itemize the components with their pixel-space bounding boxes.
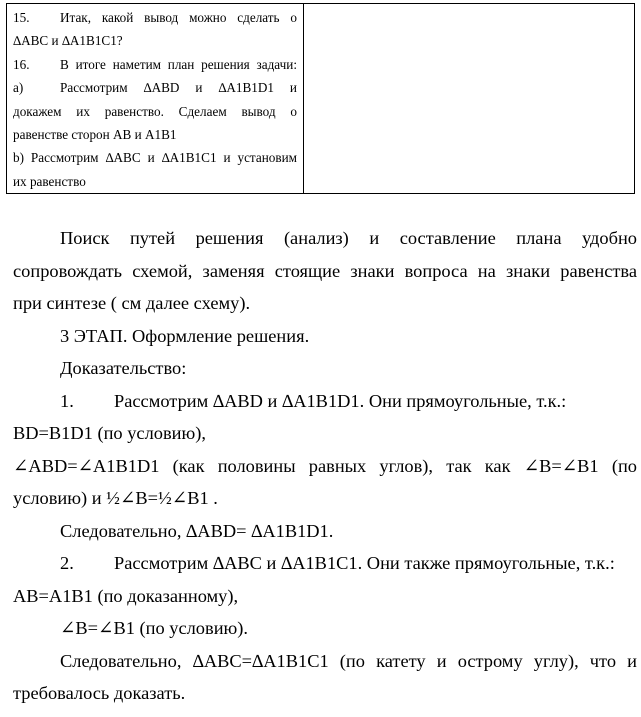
stage-heading: 3 ЭТАП. Оформление решения. — [60, 325, 310, 346]
document-body — [13, 222, 637, 710]
plan-table — [6, 3, 635, 194]
proof-line: ∠B=∠B1 (по условию). — [60, 618, 248, 638]
table-line: ∆ABC и ∆A1B1C1? — [13, 33, 123, 49]
paragraph-line: Поиск путей решения (анализ) и составление плана удобно — [60, 228, 637, 248]
plan-table-left-cell — [7, 4, 304, 194]
proof-line: BD=B1D1 (по условию), — [13, 423, 206, 443]
proof-line: условию) и ½∠B=½∠B1 . — [13, 488, 218, 508]
table-line: докажем их равенство. Сделаем вывод о — [13, 103, 297, 119]
table-line: a) Рассмотрим ∆ABD и ∆A1B1D1 и — [13, 80, 297, 96]
paragraph-line: при синтезе ( см далее схему). — [13, 293, 251, 313]
table-line: b) Рассмотрим ∆ABC и ∆A1B1C1 и установим — [13, 150, 297, 166]
table-line: равенстве сторон AB и A1B1 — [13, 127, 177, 143]
table-line: их равенство — [13, 173, 86, 189]
proof-line: ∠ABD=∠A1B1D1 (как половины равных углов), так как ∠B=∠B1 (по — [13, 455, 637, 476]
proof-line: AB=A1B1 (по доказанному), — [13, 585, 239, 606]
proof-conclusion-1: Следовательно, ∆ABD= ∆A1B1D1. — [60, 520, 334, 541]
table-line: 15. Итак, какой вывод можно сделать о — [13, 10, 297, 25]
proof-label: Доказательство: — [60, 358, 187, 378]
proof-conclusion-2: Следовательно, ∆ABC=∆A1B1C1 (по катету и острому углу), что и — [60, 650, 637, 671]
proof-item-2: 2. Рассмотрим ∆ABC и ∆A1B1C1. Они также прямоугольные, т.к.: — [60, 553, 615, 573]
plan-table-right-cell — [304, 4, 635, 194]
table-line: 16. В итоге наметим план решения задачи: — [13, 56, 297, 72]
paragraph-line: сопровождать схемой, заменяя стоящие знаки вопроса на знаки равенства — [13, 260, 637, 281]
proof-line: требовалось доказать. — [13, 683, 186, 703]
proof-item-1: 1. Рассмотрим ∆ABD и ∆A1B1D1. Они прямоугольные, т.к.: — [60, 390, 567, 411]
